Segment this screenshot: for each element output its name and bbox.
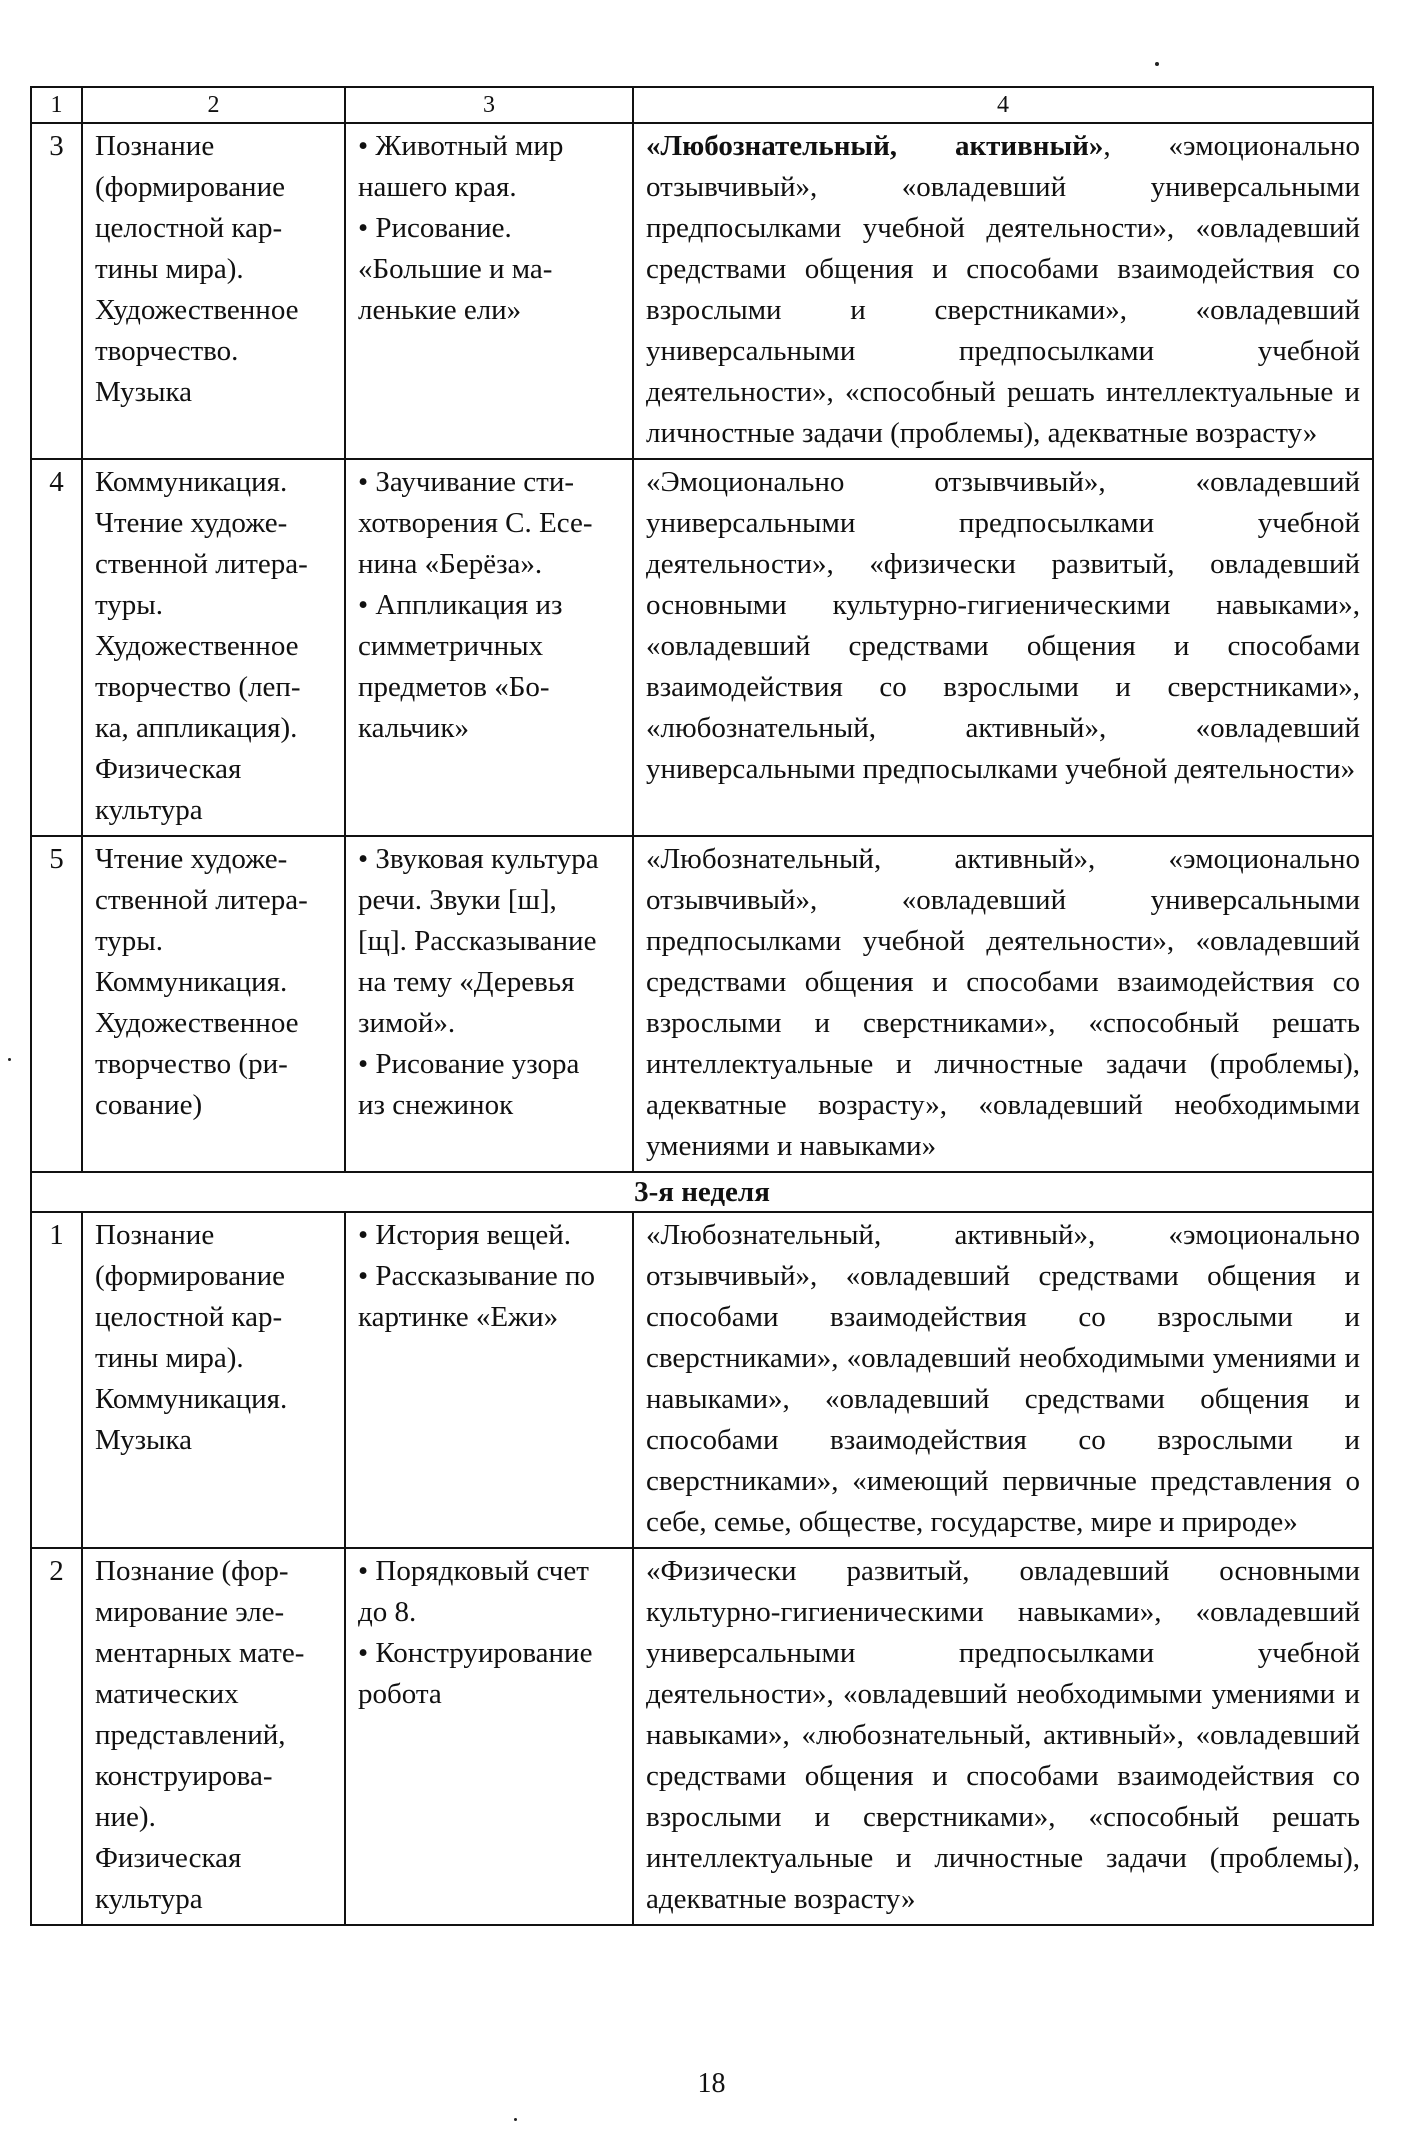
- education-areas: [82, 1212, 345, 1548]
- area-line: Чтение художе-: [95, 843, 288, 875]
- header-col-1: 1: [31, 87, 82, 123]
- education-areas: [82, 1548, 345, 1925]
- area-line: тины мира).: [95, 1342, 244, 1374]
- area-line: (формирование: [95, 171, 285, 203]
- activity-line: кальчик»: [358, 712, 469, 744]
- activities: [345, 123, 633, 459]
- week-divider-row: [31, 1172, 1373, 1212]
- area-line: конструирова-: [95, 1760, 273, 1792]
- area-line: творчество.: [95, 335, 239, 367]
- qualities-text: , «эмоционально отзывчивый», «овладевший универсальными предпосылками учебной деятельности», «овладевший средствами общения и способами взаимодействия со взрослыми и сверстниками», «овладевший универсальными предпосылками учебной деятельности», «способный решать интеллектуальные и личностные задачи (проблемы), адекватные возрасту»: [646, 130, 1360, 449]
- area-line: Познание: [95, 1219, 215, 1251]
- area-line: Физическая: [95, 753, 242, 785]
- area-line: сование): [95, 1089, 203, 1121]
- row-number: 4: [31, 459, 82, 836]
- area-line: тины мира).: [95, 253, 244, 285]
- activity-line: на тему «Деревья: [358, 966, 575, 998]
- activity-line: робота: [358, 1678, 442, 1710]
- area-line: целостной кар-: [95, 1301, 283, 1333]
- area-line: Музыка: [95, 376, 193, 408]
- activity-line: [щ]. Рассказывание: [358, 925, 597, 957]
- area-line: культура: [95, 1883, 203, 1915]
- area-line: целостной кар-: [95, 212, 283, 244]
- integrative-qualities: «Физически развитый, овладевший основными культурно-гигиеническими навыками», «овладевший универсальными предпосылками учебной деятельности», «овладевший необходимыми умениями и навыками», «любознательный, активный», «овладевший средствами общения и способами взаимодействия со взрослыми и сверстниками», «способный решать интеллектуальные и личностные задачи (проблемы), адекватные возрасту»: [633, 1548, 1373, 1925]
- activity-line: нашего края.: [358, 171, 517, 203]
- table-row: [31, 1212, 1373, 1548]
- integrative-qualities: «Любознательный, активный», «эмоционально отзывчивый», «овладевший универсальными предпосылками учебной деятельности», «овладевший средствами общения и способами взаимодействия со взрослыми и сверстниками», «способный решать интеллектуальные и личностные задачи (проблемы), адекватные возрасту», «овладевший необходимыми умениями и навыками»: [633, 836, 1373, 1172]
- area-line: (формирование: [95, 1260, 285, 1292]
- activity-line: симметричных: [358, 630, 544, 662]
- area-line: ка, аппликация).: [95, 712, 298, 744]
- activity-line: хотворения С. Есе-: [358, 507, 593, 539]
- area-line: представлений,: [95, 1719, 286, 1751]
- curriculum-table: [30, 86, 1374, 1926]
- activity-line: • Конструирование: [358, 1637, 593, 1669]
- header-row: [31, 87, 1373, 123]
- activity-line: ленькие ели»: [358, 294, 522, 326]
- area-line: ментарных мате-: [95, 1637, 305, 1669]
- area-line: творчество (леп-: [95, 671, 301, 703]
- page-number: 18: [697, 2068, 726, 2099]
- activity-line: речи. Звуки [ш],: [358, 884, 557, 916]
- activity-line: зимой».: [358, 1007, 456, 1039]
- education-areas: [82, 123, 345, 459]
- area-line: творчество (ри-: [95, 1048, 288, 1080]
- area-line: Физическая: [95, 1842, 242, 1874]
- area-line: Коммуникация.: [95, 966, 288, 998]
- table-row: [31, 1548, 1373, 1925]
- activity-line: • Рисование.: [358, 212, 512, 244]
- activities: [345, 1212, 633, 1548]
- activity-line: нина «Берёза».: [358, 548, 543, 580]
- scan-speck: [8, 1058, 11, 1061]
- area-line: туры.: [95, 925, 164, 957]
- integrative-qualities: «Эмоционально отзывчивый», «овладевший универсальными предпосылками учебной деятельности», «физически развитый, овладевший основными культурно-гигиеническими навыками», «овладевший средствами общения и способами взаимодействия со взрослыми и сверстниками», «любознательный, активный», «овладевший универсальными предпосылками учебной деятельности»: [633, 459, 1373, 836]
- activities: [345, 459, 633, 836]
- education-areas: [82, 836, 345, 1172]
- area-line: матических: [95, 1678, 239, 1710]
- area-line: Художественное: [95, 294, 299, 326]
- row-number: 3: [31, 123, 82, 459]
- week-label: 3-я неделя: [31, 1172, 1373, 1212]
- area-line: мирование эле-: [95, 1596, 285, 1628]
- activity-line: • Порядковый счет: [358, 1555, 589, 1587]
- scan-speck: [514, 2118, 517, 2121]
- table-row: [31, 459, 1373, 836]
- area-line: ственной литера-: [95, 884, 308, 916]
- activity-line: предметов «Бо-: [358, 671, 550, 703]
- header-col-3: 3: [345, 87, 633, 123]
- activity-line: • История вещей.: [358, 1219, 571, 1251]
- activity-line: до 8.: [358, 1596, 417, 1628]
- row-number: 2: [31, 1548, 82, 1925]
- activity-line: • Аппликация из: [358, 589, 563, 621]
- table-row: [31, 123, 1373, 459]
- activity-line: • Животный мир: [358, 130, 564, 162]
- table-row: [31, 836, 1373, 1172]
- education-areas: [82, 459, 345, 836]
- scan-speck: [1155, 62, 1159, 66]
- activity-line: картинке «Ежи»: [358, 1301, 559, 1333]
- area-line: Художественное: [95, 1007, 299, 1039]
- area-line: Чтение художе-: [95, 507, 288, 539]
- area-line: Коммуникация.: [95, 1383, 288, 1415]
- integrative-qualities: «Любознательный, активный», «эмоционально отзывчивый», «овладевший средствами общения и способами взаимодействия со взрослыми и сверстниками», «овладевший необходимыми умениями и навыками», «овладевший средствами общения и способами взаимодействия со взрослыми и сверстниками», «имеющий первичные представления о себе, семье, обществе, государстве, мире и природе»: [633, 1212, 1373, 1548]
- activity-line: «Большие и ма-: [358, 253, 553, 285]
- activities: [345, 836, 633, 1172]
- activity-line: • Рассказывание по: [358, 1260, 595, 1292]
- area-line: ственной литера-: [95, 548, 308, 580]
- area-line: Коммуникация.: [95, 466, 288, 498]
- header-col-2: 2: [82, 87, 345, 123]
- qualities-bold-lead: «Любознательный, активный»: [646, 130, 1104, 162]
- activities: [345, 1548, 633, 1925]
- area-line: культура: [95, 794, 203, 826]
- activity-line: из снежинок: [358, 1089, 514, 1121]
- activity-line: • Заучивание сти-: [358, 466, 574, 498]
- area-line: ние).: [95, 1801, 156, 1833]
- area-line: Познание (фор-: [95, 1555, 289, 1587]
- area-line: Художественное: [95, 630, 299, 662]
- activity-line: • Звуковая культура: [358, 843, 599, 875]
- area-line: туры.: [95, 589, 164, 621]
- integrative-qualities: [633, 123, 1373, 459]
- area-line: Музыка: [95, 1424, 193, 1456]
- row-number: 5: [31, 836, 82, 1172]
- header-col-4: 4: [633, 87, 1373, 123]
- row-number: 1: [31, 1212, 82, 1548]
- area-line: Познание: [95, 130, 215, 162]
- activity-line: • Рисование узора: [358, 1048, 580, 1080]
